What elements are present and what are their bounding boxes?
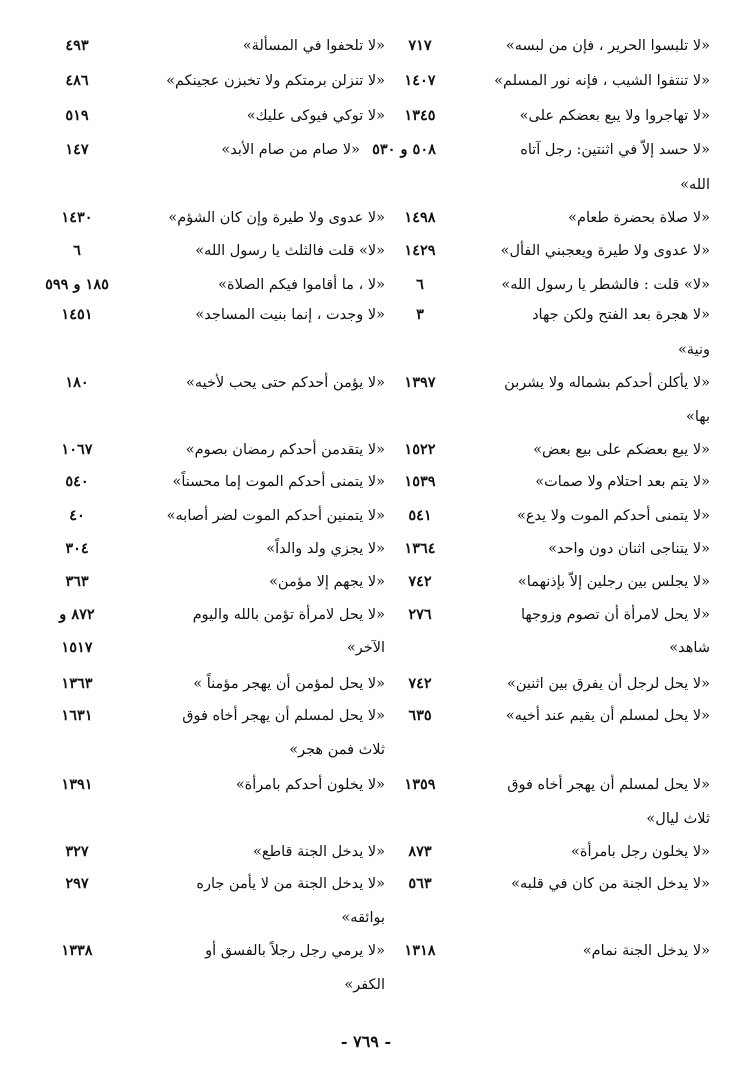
entry-page-right: ٧٤٢ (408, 675, 432, 692)
entry-page-left: ٤٨٦ (65, 72, 89, 89)
entry-page-left: ٦ (73, 242, 81, 259)
entry-text-left: «لا يتمنى أحدكم الموت إما محسناً» (172, 474, 385, 490)
index-entry (0, 64, 732, 98)
index-entry (0, 99, 732, 133)
entry-page-left: ٢٩٧ (65, 875, 89, 892)
entry-page-left: ١٠٦٧ (61, 441, 93, 458)
entry-text-left: «لا وجدت ، إنما بنيت المساجد» (195, 307, 385, 323)
entry-text-right: «لا يحل لمسلم أن يقيم عند أخيه» (505, 708, 710, 724)
entry-text-left: «لا يدخل الجنة من لا يأمن جاره (196, 876, 385, 892)
entry-page-left: ١٣٣٨ (61, 942, 93, 959)
entry-page-right: ٥٦٣ (408, 875, 432, 892)
entry-page-right: ٣ (416, 306, 424, 323)
entry-text-right: «لا يأكلن أحدكم بشماله ولا يشربن (504, 375, 710, 391)
entry-text-left: «لا يدخل الجنة قاطع» (253, 844, 385, 860)
entry-page-left: ٤٩٣ (65, 37, 89, 54)
index-entry (0, 532, 732, 566)
entry-text-left: «لا يجهم إلا مؤمن» (269, 574, 385, 590)
entry-text-right: «لا يخلون رجل بامرأة» (571, 844, 710, 860)
index-entry (0, 433, 732, 467)
index-entry (0, 133, 732, 167)
entry-page-right: ٦ (416, 276, 424, 293)
entry-page-left: ١٦٣١ (61, 707, 93, 724)
entry-text-right: «لا يتمنى أحدكم الموت ولا يدع» (516, 508, 710, 524)
entry-page-left: ١٤٣٠ (61, 209, 93, 226)
index-entry (0, 298, 732, 332)
entry-continuation: شاهد» (669, 640, 710, 656)
entry-page-left: ١٨٥ و ٥٩٩ (45, 276, 109, 293)
index-entry (0, 499, 732, 533)
page-number: - ٧٦٩ - (340, 1032, 392, 1051)
index-entry (0, 201, 732, 235)
entry-text-right: «لا تنتفوا الشيب ، فإنه نور المسلم» (494, 73, 710, 89)
entry-page-right: ١٤٩٨ (404, 209, 436, 226)
entry-page-right: ١٤٢٩ (404, 242, 436, 259)
entry-text-left: «لا ، ما أقاموا فيكم الصلاة» (218, 277, 385, 293)
entry-page-right: ١٣٤٥ (404, 107, 436, 124)
entry-page-left: ٨٧٢ و (59, 606, 95, 623)
entry-text-right: «لا حسد إلاّ في اثنتين: رجل آتاه (520, 142, 710, 158)
index-entry (0, 835, 732, 869)
entry-text-left: «لا يرمي رجل رجلاً بالفسق أو (205, 943, 385, 959)
entry-text-right: «لا يجلس بين رجلين إلاّ بإذنهما» (517, 574, 710, 590)
entry-text-right: «لا يتم بعد احتلام ولا صمات» (535, 474, 710, 490)
entry-page-right: ١٣١٨ (404, 942, 436, 959)
index-entry (0, 667, 732, 701)
entry-text-right: «لا تهاجروا ولا يبع بعضكم على» (519, 108, 710, 124)
entry-page-left: ١٣٦٣ (61, 675, 93, 692)
entry-page-left: ٤٠ (69, 507, 85, 524)
index-entry (0, 934, 732, 968)
entry-continuation: ونية» (677, 342, 710, 358)
entry-continuation: الكفر» (344, 977, 385, 993)
entry-text-right: «لا هجرة بعد الفتح ولكن جهاد (532, 307, 710, 323)
entry-text-left: «لا يجزي ولد والداً» (266, 541, 385, 557)
entry-page-right: ١٣٦٤ (404, 540, 436, 557)
entry-text-left: «لا يحل لمسلم أن يهجر أخاه فوق (182, 708, 385, 724)
entry-continuation: ثلاث فمن هجر» (289, 742, 385, 758)
entry-page-right: ١٤٠٧ (404, 72, 436, 89)
entry-page-right: ٥٤١ (408, 507, 432, 524)
entry-page-left: ١٣٩١ (61, 776, 93, 793)
entry-text-left: «لا يحل لمؤمن أن يهجر مؤمناً » (193, 676, 385, 692)
entry-page-right: ٨٧٣ (408, 843, 432, 860)
entry-page-right: ٧١٧ (408, 37, 432, 54)
entry-text-right: «لا يدخل الجنة نمام» (582, 943, 710, 959)
entry-page-right: ١٣٩٧ (404, 374, 436, 391)
index-entry (0, 268, 732, 302)
entry-page-left: ١٤٧ (65, 141, 89, 158)
entry-page-left: ٥١٩ (65, 107, 89, 124)
entry-page-left: ١٤٥١ (61, 306, 93, 323)
entry-page-right: ٦٣٥ (408, 707, 432, 724)
entry-text-right: «لا صلاة بحضرة طعام» (568, 210, 710, 226)
entry-text-left: «لا تنزلن برمتكم ولا تخبزن عجينكم» (166, 73, 385, 89)
entry-continuation: الآخر» (346, 640, 385, 656)
entry-page-left: ٣٦٣ (65, 573, 89, 590)
entry-text-right: «لا عدوى ولا طيرة ويعجبني الفأل» (500, 243, 710, 259)
entry-text-left: «لا يتقدمن أحدكم رمضان بصوم» (185, 442, 385, 458)
index-entry (0, 234, 732, 268)
index-entry (0, 867, 732, 901)
entry-page-left: ١٨٠ (65, 374, 89, 391)
entry-page-right: ١٥٢٢ (404, 441, 436, 458)
entry-text-right: «لا يحل لامرأة أن تصوم وزوجها (520, 607, 710, 623)
index-entry (0, 565, 732, 599)
index-entry (0, 699, 732, 733)
entry-page-right: ١٥٣٩ (404, 473, 436, 490)
entry-text-right: «لا يحل لمسلم أن يهجر أخاه فوق (507, 777, 710, 793)
index-entry (0, 465, 732, 499)
entry-text-left: «لا توكي فيوكى عليك» (246, 108, 385, 124)
index-entry (0, 768, 732, 802)
index-entry (0, 598, 732, 632)
entry-text-right: «لا يدخل الجنة من كان في قلبه» (511, 876, 710, 892)
entry-page-left: ٣٠٤ (65, 540, 89, 557)
entry-text-right: «لا» قلت : فالشطر يا رسول الله» (501, 277, 710, 293)
entry-text-left: «لا تلحفوا في المسألة» (242, 38, 385, 54)
entry-continuation: ثلاث ليال» (646, 811, 710, 827)
index-entry (0, 29, 732, 63)
entry-page-left: ١٥١٧ (61, 639, 93, 656)
entry-text-left: «لا يخلون أحدكم بامرأة» (235, 777, 385, 793)
entry-text-left: «لا» قلت فالثلث يا رسول الله» (195, 243, 385, 259)
entry-page-right: ٢٧٦ (408, 606, 432, 623)
entry-page-left: ٣٢٧ (65, 843, 89, 860)
entry-text-right: «لا يحل لرجل أن يفرق بين اثنين» (506, 676, 710, 692)
entry-text-left: «لا يؤمن أحدكم حتى يحب لأخيه» (186, 375, 385, 391)
entry-text-left: «لا يحل لامرأة تؤمن بالله واليوم (192, 607, 385, 623)
entry-continuation: بوائقه» (341, 910, 385, 926)
entry-page-left: ٥٤٠ (65, 473, 89, 490)
entry-page-right: ١٣٥٩ (404, 776, 436, 793)
entry-text-left: «لا عدوى ولا طيرة وإن كان الشؤم» (168, 210, 385, 226)
entry-text-right: «لا يبع بعضكم على بيع بعض» (533, 442, 710, 458)
entry-text-left: «لا صام من صام الأبد» (221, 142, 360, 158)
entry-text-left: «لا يتمنين أحدكم الموت لضر أصابه» (166, 508, 385, 524)
entry-page-right: ٥٠٨ و ٥٣٠ (372, 141, 436, 158)
entry-continuation: بها» (685, 409, 710, 425)
entry-page-right: ٧٤٢ (408, 573, 432, 590)
entry-continuation: الله» (680, 177, 710, 193)
index-entry (0, 366, 732, 400)
entry-text-right: «لا تلبسوا الحرير ، فإن من لبسه» (505, 38, 710, 54)
entry-text-right: «لا يتناجى اثنان دون واحد» (548, 541, 710, 557)
